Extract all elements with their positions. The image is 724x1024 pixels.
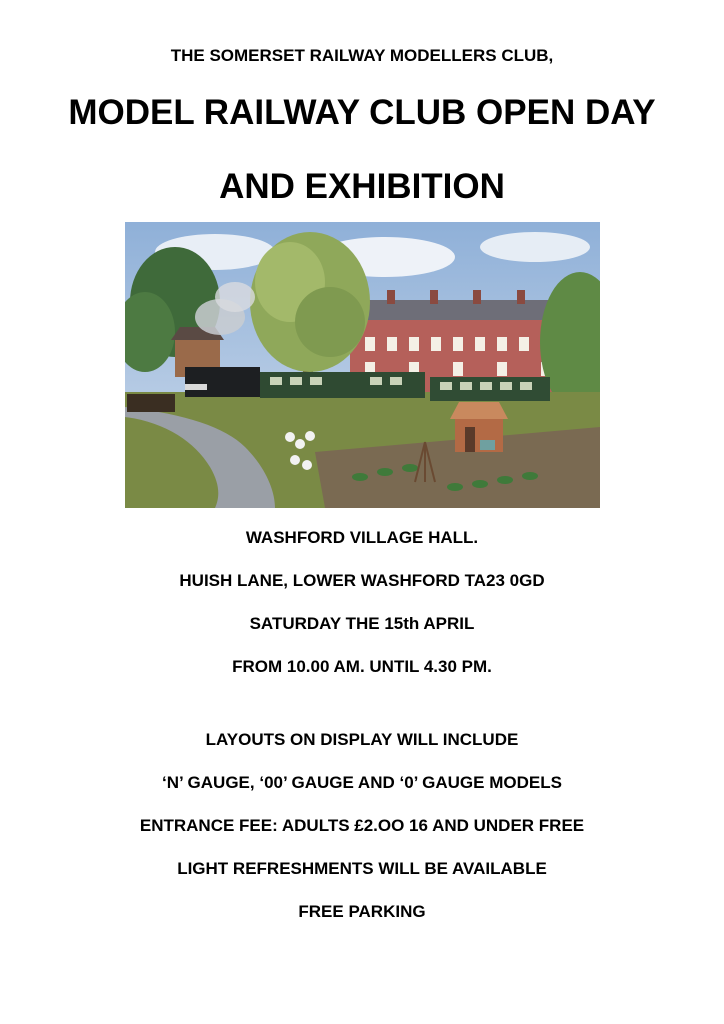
club-name: THE SOMERSET RAILWAY MODELLERS CLUB, — [170, 46, 554, 65]
event-time: FROM 10.00 AM. UNTIL 4.30 PM. — [232, 657, 492, 676]
venue-name: WASHFORD VILLAGE HALL. — [245, 528, 479, 547]
event-date: SATURDAY THE 15th APRIL — [249, 614, 475, 633]
page-title-line-2: AND EXHIBITION — [219, 167, 505, 206]
entrance-fee: ENTRANCE FEE: ADULTS £2.OO 16 AND UNDER FREE — [139, 816, 585, 835]
layouts-heading: LAYOUTS ON DISPLAY WILL INCLUDE — [205, 730, 519, 749]
page-title-line-1: MODEL RAILWAY CLUB OPEN DAY — [68, 93, 656, 132]
refreshments-note: LIGHT REFRESHMENTS WILL BE AVAILABLE — [177, 859, 547, 878]
gauges-list: ‘N’ GAUGE, ‘00’ GAUGE AND ‘0’ GAUGE MODELS — [162, 773, 562, 792]
model-railway-layout-photo — [125, 222, 600, 508]
venue-address: HUISH LANE, LOWER WASHFORD TA23 0GD — [179, 571, 545, 590]
parking-note: FREE PARKING — [298, 902, 426, 921]
